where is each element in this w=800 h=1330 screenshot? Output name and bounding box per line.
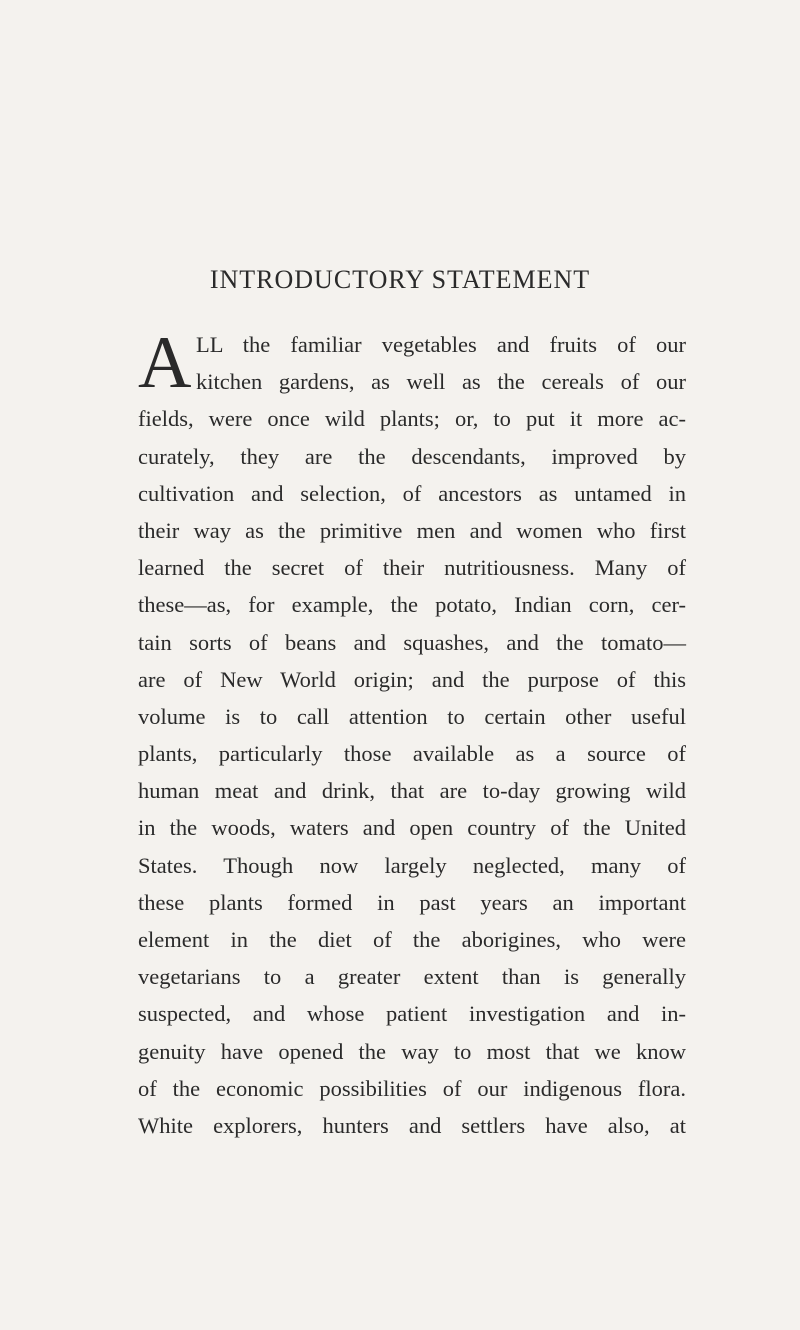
text-line: kitchen gardens, as well as the cereals of our <box>196 369 686 395</box>
text-line: cultivation and selection, of ancestors as untamed in <box>138 480 686 506</box>
text-line: plants, particularly those available as a source of <box>138 741 686 767</box>
text-line: States. Though now largely neglected, many of <box>138 852 686 878</box>
text-line: genuity have opened the way to most that we know <box>138 1038 686 1064</box>
text-line: tain sorts of beans and squashes, and the tomato— <box>138 629 686 655</box>
text-line: their way as the primitive men and women who first <box>138 517 686 543</box>
text-line: in the woods, waters and open country of the United <box>138 815 686 841</box>
text-line: LL the familiar vegetables and fruits of our <box>196 332 686 357</box>
text-line: fields, were once wild plants; or, to put it more ac- <box>138 406 686 432</box>
text-line: element in the diet of the aborigines, who were <box>138 927 686 952</box>
page-title: INTRODUCTORY STATEMENT <box>209 265 591 294</box>
text-line: human meat and drink, that are to-day growing wild <box>138 778 686 804</box>
text-line: these—as, for example, the potato, Indian corn, cer- <box>138 592 686 618</box>
drop-cap: A <box>138 322 192 404</box>
text-line: these plants formed in past years an important <box>138 889 686 915</box>
text-line: suspected, and whose patient investigation and in- <box>138 1001 686 1027</box>
text-line: vegetarians to a greater extent than is generally <box>138 964 686 990</box>
body-text <box>138 322 686 1144</box>
text-line: learned the secret of their nutritiousness. Many of <box>138 555 686 581</box>
text-line: of the economic possibilities of our indigenous flora. <box>138 1075 686 1101</box>
text-line: White explorers, hunters and settlers have also, at <box>138 1112 686 1138</box>
text-line: are of New World origin; and the purpose of this <box>138 666 686 692</box>
text-line: curately, they are the descendants, improved by <box>138 443 686 469</box>
text-line: volume is to call attention to certain other useful <box>138 703 686 729</box>
